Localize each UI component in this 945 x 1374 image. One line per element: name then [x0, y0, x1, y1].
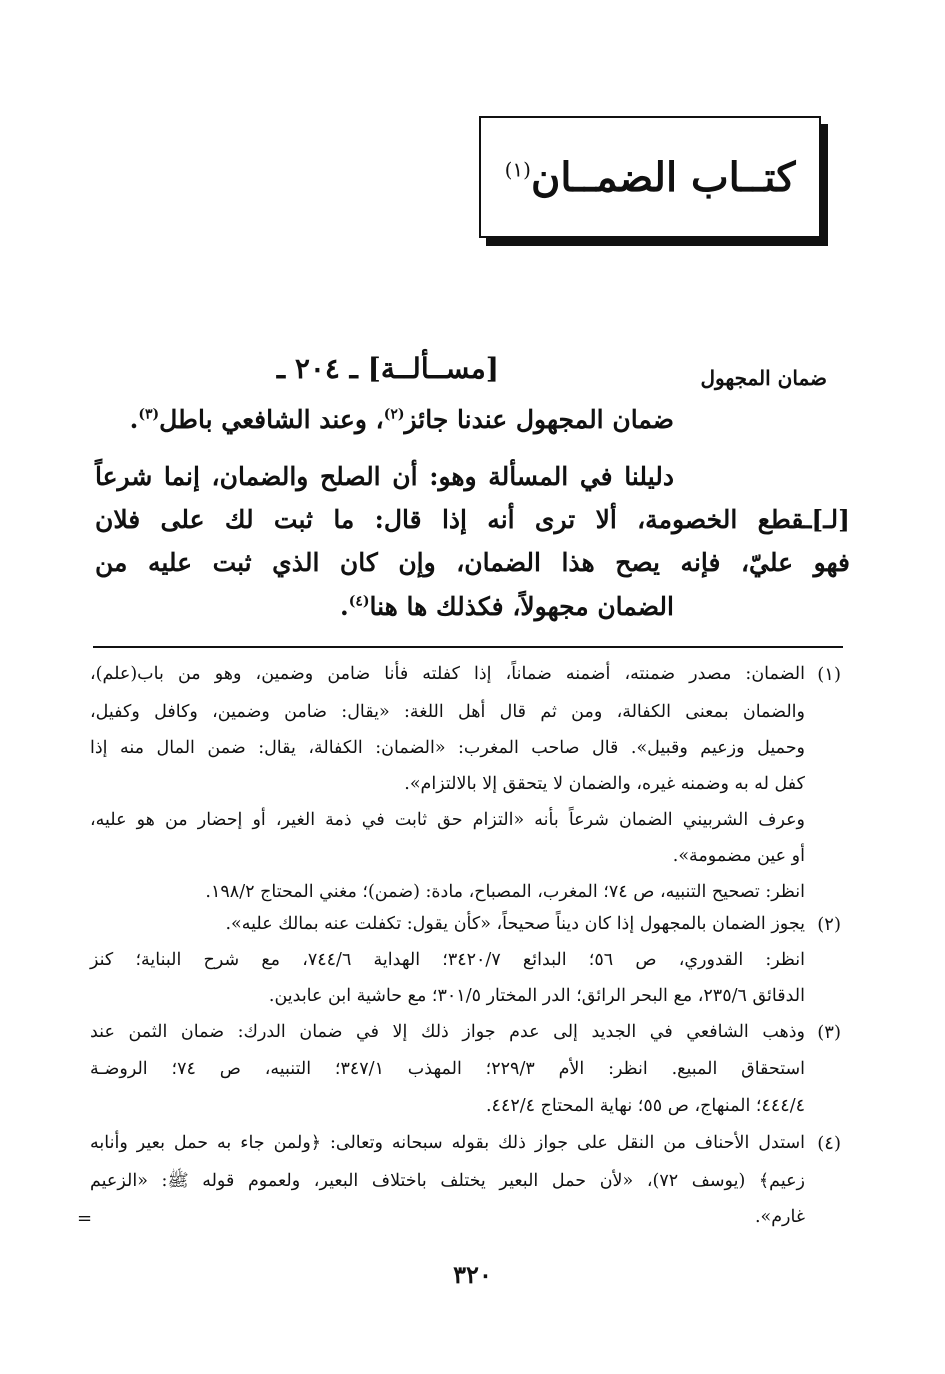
footnote-2-line-3: الدقائق ٢٣٥/٦، مع البحر الرائق؛ الدر المختار ٣٠١/٥؛ مع حاشية ابن عابدين. [268, 986, 805, 1006]
main-text-segment: ، وعند الشافعي باطل [159, 405, 384, 434]
side-note: ضمان المجهول [700, 366, 827, 390]
footnote-4-line-3: غارم». [754, 1207, 805, 1227]
book-title-text: كتــاب الضمــان [530, 153, 796, 201]
footnote-3-line-2: استحقاق المبيع. انظر: الأم ٢٢٩/٣؛ المهذب ٣٤٧/١؛ التنبيه، ص ٧٤؛ الروضـة [90, 1059, 806, 1079]
main-text-segment: . [340, 592, 349, 621]
footnote-ref-3: (٣) [138, 406, 160, 423]
main-text-segment: ضمان المجهول عندنا جائز [404, 405, 674, 434]
footnote-1-line-6: أو عين مضمومة». [672, 846, 805, 866]
footnote-2-line-2: انظر: القدوري، ص ٥٦؛ البدائع ٣٤٢٠/٧؛ الهداية ٧٤٤/٦، مع شرح البناية؛ كنز [90, 950, 806, 970]
footnote-4-line-2: زعيم﴾ (يوسف ٧٢)، «لأن حمل البعير يختلف باختلاف البعير، ولعموم قوله ﷺ: «الزعيم [90, 1171, 805, 1191]
footnote-3-line-1: وذهب الشافعي في الجديد إلى عدم جواز ذلك إلا في ضمان الدرك: ضمان الثمن عند [90, 1022, 805, 1042]
main-text-segment: . [129, 405, 139, 434]
footnote-1-line-7: انظر: تصحيح التنبيه، ص ٧٤؛ المغرب، المصباح، مادة: (ضمن)؛ مغني المحتاج ١٩٨/٢. [205, 882, 805, 902]
book-title [505, 154, 796, 201]
footnote-3-number: (٣) [817, 1022, 841, 1043]
footnote-ref-4: (٤) [348, 593, 370, 610]
book-title-footnote-ref: (١) [504, 157, 531, 182]
footnote-4-number: (٤) [817, 1133, 841, 1154]
footnote-1-line-4: كفل له به وضمنه غيره، والضمان لا يتحقق إلا بالالتزام». [404, 774, 805, 794]
footnote-separator [93, 646, 843, 648]
footnote-1-line-2: والضمان بمعنى الكفالة، ومن ثم قال أهل اللغة: «يقال: ضامن وضمين، وكافل وكفيل، [90, 702, 805, 722]
footnote-2-line-1: يجوز الضمان بالمجهول إذا كان ديناً صحيحاً، «كأن يقول: تكفلت عنه بمالك عليه». [225, 914, 805, 934]
continuation-mark: = [77, 1208, 93, 1229]
footnote-4-line-1: استدل الأحناف من النقل على جواز ذلك بقوله سبحانه وتعالى: ﴿ولمن جاء به حمل بعير وأنابه [90, 1133, 805, 1153]
issue-heading: [مســألــة] ـ ٢٠٤ ـ [276, 352, 499, 385]
book-title-box [479, 116, 821, 238]
main-text-line-5 [340, 592, 674, 621]
footnote-1-line-3: وحميل وزعيم وقبيل». قال صاحب المغرب: «الضمان: الكفالة، يقال: ضمن المال منه إذا [90, 738, 805, 758]
main-text-line-1 [130, 405, 674, 434]
main-text-segment: الضمان مجهولاً، فكذلك ها هنا [369, 592, 674, 621]
footnote-2-number: (٢) [817, 914, 841, 935]
footnote-ref-2: (٢) [383, 406, 405, 423]
footnote-1-line-5: وعرف الشربيني الضمان شرعاً بأنه «التزام حق ثابت في ذمة الغير، أو إحضار من هو عليه، [90, 810, 805, 830]
footnote-1-line-1: الضمان: مصدر ضمنته، أضمنه ضماناً، إذا كفلته فأنا ضامن وضمين، وهو من باب(علم)، [90, 664, 805, 684]
main-text-line-3: [لـ]ـقطع الخصومة، ألا ترى أنه إذا قال: ما ثبت لك على فلان [95, 505, 850, 534]
main-text-line-4: فهو عليّ، فإنه يصح هذا الضمان، وإن كان الذي ثبت عليه من [95, 548, 850, 577]
footnote-3-line-3: ٤٤٤/٤؛ المنهاج، ص ٥٥؛ نهاية المحتاج ٤٤٢/٤. [485, 1096, 805, 1116]
footnote-1-number: (١) [817, 664, 841, 685]
page-number: ٣٢٠ [453, 1260, 492, 1289]
main-text-line-2: دليلنا في المسألة وهو: أن الصلح والضمان، إنما شرعاً [95, 462, 674, 491]
